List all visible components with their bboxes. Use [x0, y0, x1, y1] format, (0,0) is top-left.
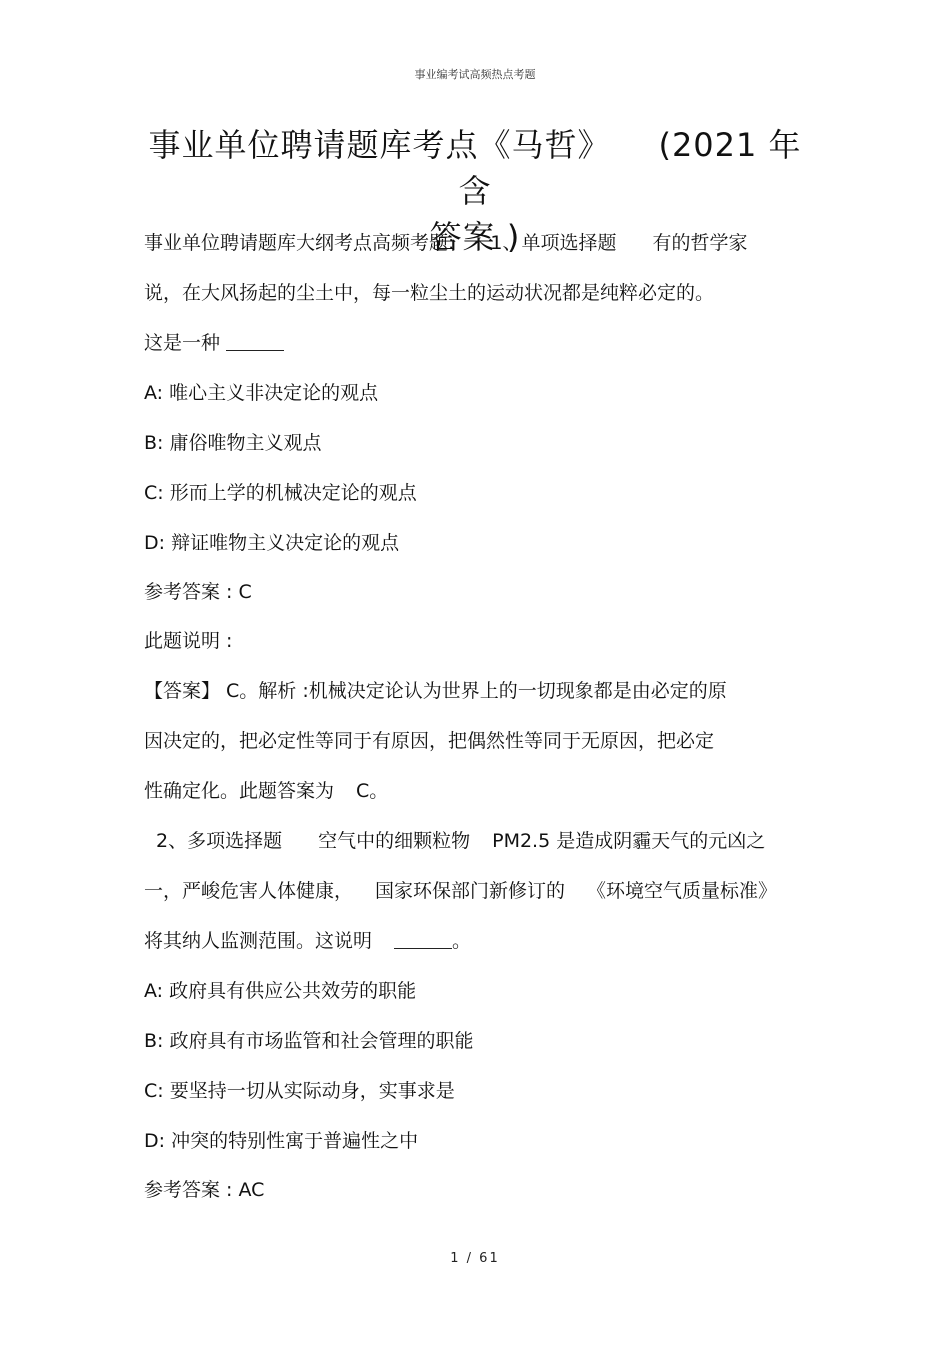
question-1-explain-line-3: 性确定化。此题答案为 C。	[144, 780, 389, 802]
document-body	[144, 218, 804, 1215]
question-1-stem-line-2: 说，在大风扬起的尘土中，每一粒尘土的运动状况都是纯粹必定的。	[144, 282, 715, 304]
question-2-option-c: C: 要坚持一切从实际动身，实事求是	[144, 1080, 455, 1102]
question-1-explain-line-1: 【答案】 C。解析 :机械决定论认为世界上的一切现象都是由必定的原	[144, 680, 727, 702]
question-2-option-d: D: 冲突的特别性寓于普遍性之中	[144, 1130, 419, 1152]
question-2-option-b: B: 政府具有市场监管和社会管理的职能	[144, 1030, 474, 1052]
page-number: 1 / 61	[450, 1251, 500, 1266]
question-1-stem-start: 有的哲学家	[652, 232, 748, 254]
question-2-option-a: A: 政府具有供应公共效劳的职能	[144, 980, 417, 1002]
answer-blank	[394, 930, 452, 949]
question-1-explain-answer: C。	[356, 780, 389, 802]
question-1-option-d: D: 辩证唯物主义决定论的观点	[144, 532, 400, 554]
running-header: 事业编考试高频热点考题	[414, 68, 536, 81]
title-year: (2021 年含	[458, 126, 802, 210]
title-line-1	[140, 122, 810, 214]
intro-prefix: 事业单位聘请题库大纲考点高频考题:	[144, 232, 455, 254]
question-2-answer: 参考答案 : AC	[144, 1179, 265, 1201]
question-2-stem-line-2: 一，严峻危害人体健康， 国家环保部门新修订的 《环境空气质量标准》	[144, 880, 778, 902]
question-2-stem-line-1: 2、多项选择题 空气中的细颗粒物 PM2.5 是造成阴霾天气的元凶之	[156, 830, 766, 852]
question-1-explain-label: 此题说明 :	[144, 630, 233, 652]
question-1-option-c: C: 形而上学的机械决定论的观点	[144, 482, 417, 504]
question-1-option-a: A: 唯心主义非决定论的观点	[144, 382, 379, 404]
title-main: 事业单位聘请题库考点《马哲》	[148, 126, 611, 164]
answer-blank	[226, 332, 284, 351]
question-1-stem-line-3: 这是一种	[144, 318, 804, 368]
intro-line	[144, 218, 804, 268]
title-line-2: 答案 )	[429, 218, 521, 256]
question-1-explain-line-2: 因决定的，把必定性等同于有原因，把偶然性等同于无原因，把必定	[144, 730, 715, 752]
question-1-option-b: B: 庸俗唯物主义观点	[144, 432, 322, 454]
question-1-answer: 参考答案 : C	[144, 581, 252, 603]
question-type-2: 2、多项选择题	[156, 830, 283, 852]
question-type-1: 1、单项选择题	[490, 232, 617, 254]
question-2-stem-line-3: 将其纳人监测范围。这说明 。	[144, 930, 472, 952]
